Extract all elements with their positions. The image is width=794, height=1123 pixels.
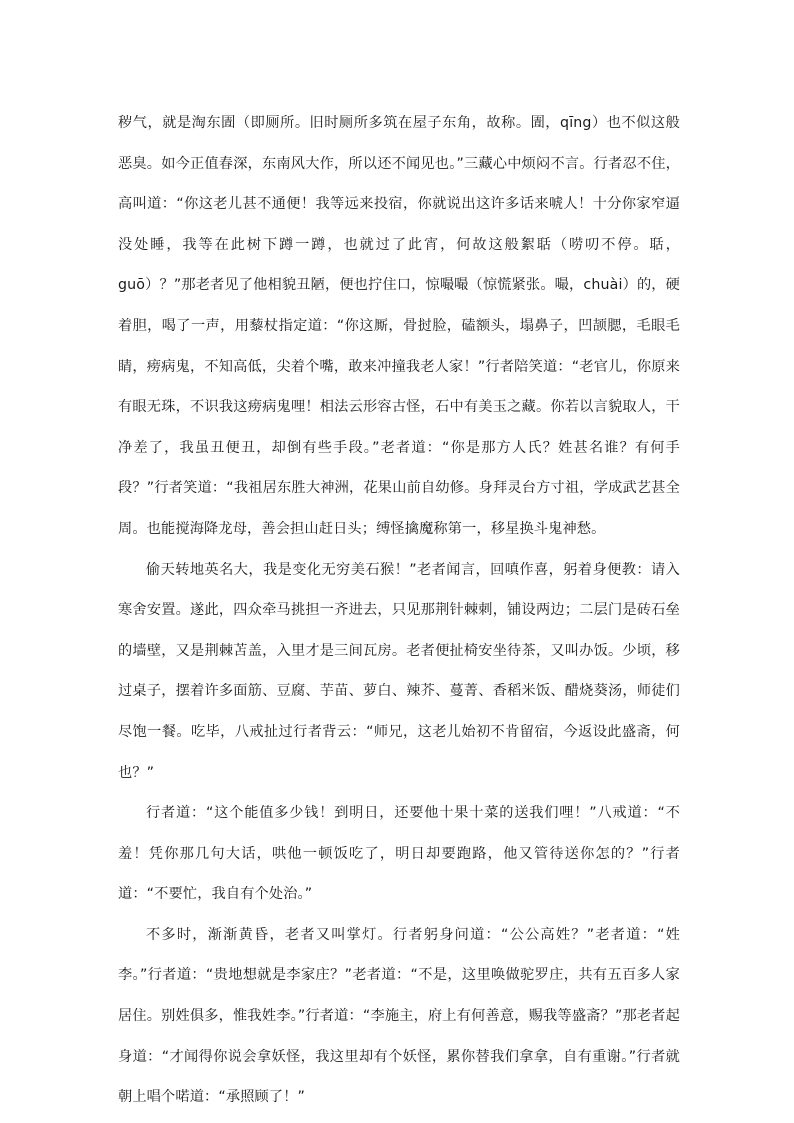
paragraph-4: 不多时，渐渐黄昏，老者又叫掌灯。行者躬身问道：“公公高姓？”老者道：“姓李。”行者道：“贵地想就是李家庄？”老者道：“不是，这里唤做驼罗庄，共有五百多人家居住。别姓俱多，惟我姓李。”行者道：“李施主，府上有何善意，赐我等盛斋？”那老者起身道：“才闻得你说会拿妖怪，我这里却有个妖怪，累你替我们拿拿，自有重谢。”行者就朝上唱个喏道：“承照顾了！” [118, 926, 680, 1106]
paragraph-3: 行者道：“这个能值多少钱！到明日，还要他十果十菜的送我们哩！”八戒道：“不羞！凭你那几句大话，哄他一顿饭吃了，明日却要跑路，他又管待送你怎的？”行者道：“不要忙，我自有个处治。” [118, 805, 680, 903]
paragraph-2: 偷天转地英名大，我是变化无穷美石猴！”老者闻言，回嗔作喜，躬着身便教：请入寒舍安置。遂此，四众牵马挑担一齐进去，只见那荆针棘刺，铺设两边；二层门是砖石垒的墙壁，又是荆棘苫盖，入里才是三间瓦房。老者便扯椅安坐待茶，又叫办饭。少顷，移过桌子，摆着许多面筋、豆腐、芋苗、萝白、辣芥、蔓菁、香稻米饭、醋烧葵汤，师徒们尽饱一餐。吃毕，八戒扯过行者背云：“师兄，这老儿始初不肯留宿，今返设此盛斋，何也？” [118, 561, 680, 781]
paragraph-1: 秽气，就是淘东圊（即厕所。旧时厕所多筑在屋子东角，故称。圊，qīng）也不似这般恶臭。如今正值春深，东南风大作，所以还不闻见也。”三藏心中烦闷不言。行者忍不住，高叫道：“你这老儿甚不通便！我等远来投宿，你就说出这许多话来唬人！十分你家窄逼没处睡，我等在此树下蹲一蹲，也就过了此宵，何故这般絮聒（唠叨不停。聒，guō）？”那老者见了他相貌丑陋，便也拧住口，惊嘬嘬（惊慌紧张。嘬，chuài）的，硬着胆，喝了一声，用藜杖指定道：“你这厮，骨挝脸，磕额头，塌鼻子，凹颉腮，毛眼毛睛，痨病鬼，不知高低，尖着个嘴，敢来冲撞我老人家！”行者陪笑道：“老官儿，你原来有眼无珠，不识我这痨病鬼哩！相法云形容古怪，石中有美玉之藏。你若以言貌取人，干净差了，我虽丑便丑，却倒有些手段。”老者道：“你是那方人氏？姓甚名谁？有何手段？”行者笑道：“我祖居东胜大神洲，花果山前自幼修。身拜灵台方寸祖，学成武艺甚全周。也能搅海降龙母，善会担山赶日头；缚怪擒魔称第一，移星换斗鬼神愁。 [118, 115, 680, 537]
